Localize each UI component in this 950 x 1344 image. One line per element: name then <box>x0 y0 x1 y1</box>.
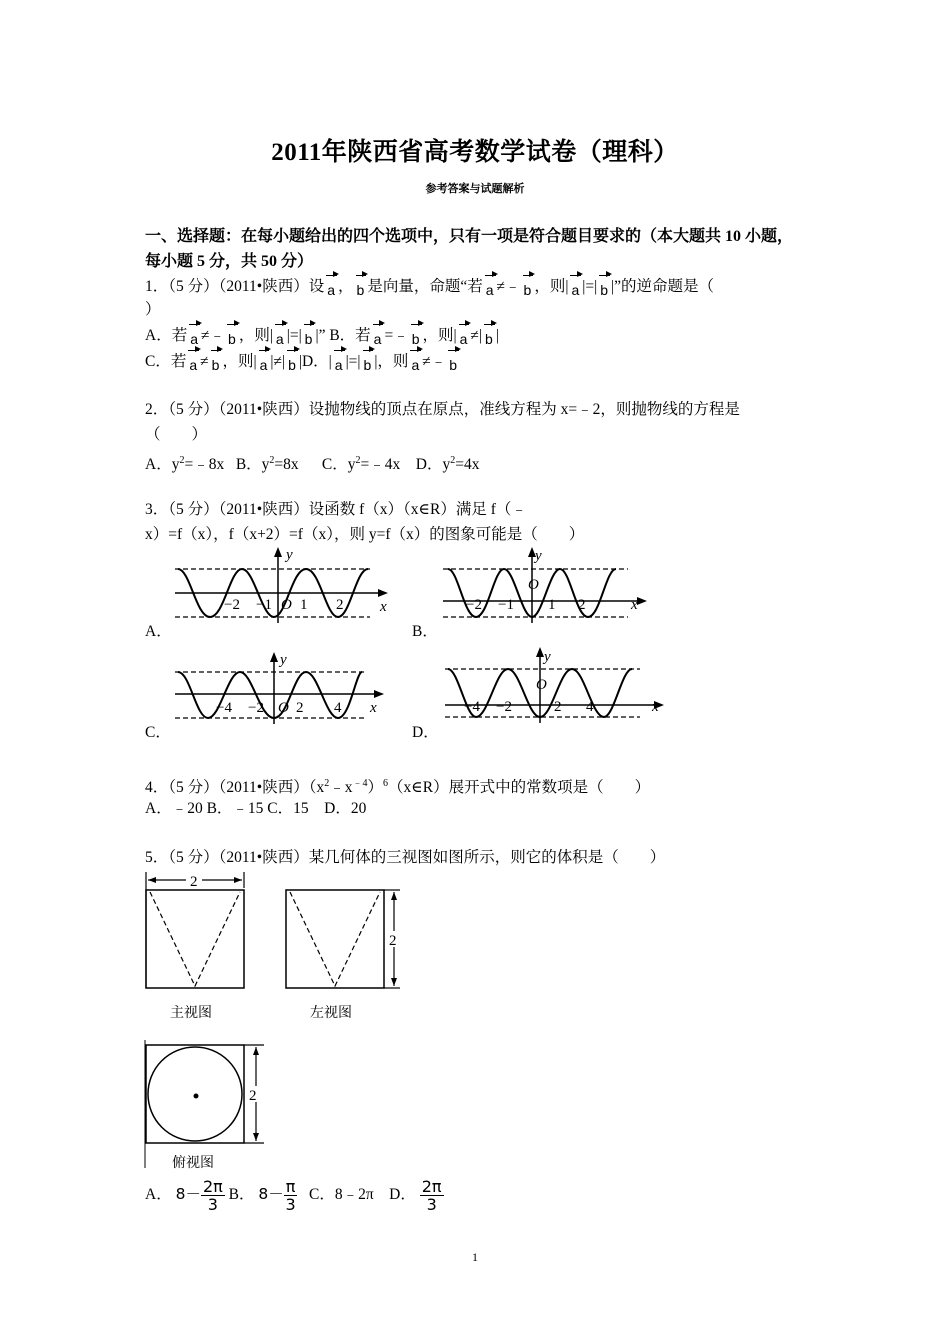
option-a-expr: 8－ <box>175 1185 201 1203</box>
option-d-fraction <box>420 1178 444 1213</box>
q1-stem <box>145 275 714 298</box>
q3-stem-line1: 3．（5 分）（2011•陕西）设函数 f（x）（x∈R）满足 f（﹣ <box>145 501 527 518</box>
vector-b <box>483 324 495 347</box>
tick-label: −2 <box>224 597 240 613</box>
superscript: ﹣4 <box>352 778 368 789</box>
option-b-label: B． <box>228 1186 255 1203</box>
graph-c <box>170 650 395 725</box>
option-d-rest: =4x <box>455 456 480 474</box>
dim-arrow <box>148 877 156 883</box>
q1-text: ，则| <box>534 278 569 295</box>
denominator: 3 <box>285 1194 296 1214</box>
option-d-label: D．| <box>301 353 332 370</box>
option-d: D．y <box>415 456 451 474</box>
vector-b <box>598 275 610 298</box>
q1-text: ， <box>338 278 354 295</box>
vector-letter: b <box>356 282 365 298</box>
x-axis-arrow <box>637 597 647 605</box>
graph-d <box>440 645 670 725</box>
vector-letter: b <box>411 331 420 347</box>
vector-b <box>355 275 367 298</box>
vector-b <box>522 275 534 298</box>
q1-text: |=| <box>582 278 598 295</box>
tick-label: −2 <box>496 699 512 715</box>
x-axis-arrow <box>374 690 384 698</box>
option-text: ，则| <box>222 353 257 370</box>
q1-text: 是向量，命题“若 <box>367 278 483 295</box>
q3-stem-line2: x）=f（x），f（x+2）=f（x），则 y=f（x）的图象可能是（ ） <box>145 526 585 543</box>
option-text: ≠ <box>200 353 209 370</box>
graph-a <box>170 545 395 625</box>
y-axis-arrow <box>270 652 278 662</box>
q4-text: 4．（5 分）（2011•陕西）（x <box>145 779 325 797</box>
vector-letter: a <box>334 357 343 373</box>
vector-letter: a <box>275 331 284 347</box>
origin-label: O <box>536 677 547 693</box>
vector-letter: b <box>363 357 372 373</box>
option-text: =﹣ <box>384 327 409 344</box>
vector-b <box>226 324 238 347</box>
vector-letter: a <box>259 357 268 373</box>
q4-text: ） <box>367 779 384 797</box>
q1-options-cd <box>145 350 460 373</box>
vector-letter: a <box>190 331 198 347</box>
vector-letter: b <box>304 331 313 347</box>
tick-label: −1 <box>498 597 514 613</box>
tick-label: 2 <box>336 597 344 613</box>
q3-option-a-label: A． <box>145 623 172 640</box>
top-view-label: 俯视图 <box>172 1155 214 1171</box>
q5-stem: 5．（5 分）（2011•陕西）某几何体的三视图如图所示，则它的体积是（ ） <box>145 849 666 866</box>
y-label: y <box>535 548 542 564</box>
origin-label: O <box>278 700 289 716</box>
option-text: |≠| <box>270 353 286 370</box>
x-label: x <box>380 599 387 615</box>
superscript: 2 <box>324 778 330 789</box>
vector-a <box>409 350 421 373</box>
option-text: |” <box>315 327 326 344</box>
q3-option-c-label: C． <box>145 724 171 741</box>
section-heading-line2: 每小题 5 分，共 50 分） <box>145 253 314 270</box>
option-text: | <box>298 353 302 370</box>
q1-paren-close: ） <box>145 301 161 318</box>
page-title: 2011年陕西省高考数学试卷（理科） <box>271 139 679 166</box>
hidden-cone-edges <box>290 892 380 986</box>
tick-label: 2 <box>296 700 304 716</box>
numerator: 2π <box>421 1176 442 1196</box>
tick-label: 4 <box>586 699 594 715</box>
option-a-fraction <box>201 1178 225 1213</box>
vector-b <box>286 350 298 373</box>
origin-label: O <box>281 597 292 613</box>
tick-label: 1 <box>548 597 556 613</box>
option-text: |，则 <box>374 353 409 370</box>
option-text: ≠﹣ <box>201 327 226 344</box>
top-view <box>140 1040 270 1170</box>
front-square <box>146 890 244 988</box>
vector-letter: b <box>449 357 458 373</box>
vector-a <box>372 324 384 347</box>
vector-letter: a <box>189 357 198 373</box>
q2-stem: 2．（5 分）（2011•陕西）设抛物线的顶点在原点，准线方程为 x=﹣2，则抛物线的方程是 <box>145 401 740 418</box>
option-text: ≠| <box>470 327 483 344</box>
hidden-cone-edges <box>150 892 240 986</box>
x-label: x <box>370 700 377 716</box>
x-label: x <box>631 597 638 613</box>
vector-letter: b <box>600 282 608 298</box>
superscript: 2 <box>355 455 361 466</box>
q4-stem <box>145 773 650 799</box>
y-label: y <box>286 547 293 563</box>
tick-label: −4 <box>216 700 232 716</box>
center-dot <box>194 1094 199 1099</box>
origin-label: O <box>528 577 539 593</box>
vector-b <box>362 350 374 373</box>
tick-label: 1 <box>300 597 308 613</box>
vector-letter: b <box>523 282 532 298</box>
dim-arrow <box>253 1133 259 1141</box>
side-view <box>280 885 405 995</box>
page-subtitle: 参考答案与试题解析 <box>425 183 525 195</box>
tick-label: −2 <box>466 597 482 613</box>
vector-b <box>210 350 222 373</box>
graph-b <box>438 545 653 625</box>
vector-letter: b <box>228 331 236 347</box>
y-axis-arrow <box>536 647 544 657</box>
q3-option-d-label: D． <box>412 724 439 741</box>
option-text: ≠﹣ <box>422 353 447 370</box>
q1-text: ≠﹣ <box>496 278 521 295</box>
dim-arrow <box>391 978 397 986</box>
option-b-fraction <box>284 1178 298 1213</box>
front-view-label: 主视图 <box>170 1005 212 1021</box>
numerator: π <box>285 1176 296 1196</box>
tick-label: 4 <box>334 700 342 716</box>
option-b-label: B．若 <box>329 327 371 344</box>
vector-a <box>458 324 470 347</box>
dim-arrow <box>391 892 397 900</box>
vector-a <box>569 275 581 298</box>
q1-options-ab <box>145 324 499 347</box>
vector-a <box>258 350 270 373</box>
vector-letter: b <box>485 331 493 347</box>
superscript: 2 <box>179 455 185 466</box>
option-a: A．y <box>145 456 180 474</box>
vector-letter: a <box>327 282 336 298</box>
tick-label: −4 <box>464 699 480 715</box>
option-c-label: C．若 <box>145 353 187 370</box>
option-b-expr: 8－ <box>258 1185 284 1203</box>
y-label: y <box>544 649 551 665</box>
vector-b <box>410 324 422 347</box>
q1-text: 1．（5 分）（2011•陕西）设 <box>145 278 325 295</box>
dim-arrow <box>234 877 242 883</box>
option-text: | <box>495 327 499 344</box>
option-d-label: D． <box>389 1186 416 1203</box>
y-label: y <box>280 652 287 668</box>
q4-options: A．﹣20 B．﹣15 C．15 D．20 <box>145 800 367 817</box>
q2-paren: （ ） <box>145 426 208 443</box>
vector-a <box>274 324 286 347</box>
option-text: ，则| <box>238 327 273 344</box>
vector-a <box>325 275 337 298</box>
tick-label: 2 <box>554 699 562 715</box>
option-c-rest: =﹣4x <box>360 456 401 474</box>
vector-letter: b <box>288 357 296 373</box>
vector-a <box>484 275 496 298</box>
vector-a <box>333 350 345 373</box>
front-view <box>140 870 255 995</box>
y-axis-arrow <box>274 547 282 557</box>
page-number: 1 <box>472 1250 478 1264</box>
vector-b <box>303 324 315 347</box>
tick-label: −1 <box>256 597 272 613</box>
tick-label: 2 <box>578 597 586 613</box>
superscript: 2 <box>450 455 456 466</box>
denominator: 3 <box>426 1194 437 1214</box>
option-b: B．y <box>235 456 270 474</box>
q1-text: |”的逆命题是（ <box>611 278 714 295</box>
dimension-label: 2 <box>389 933 397 949</box>
option-text: ，则| <box>422 327 457 344</box>
option-text: |=| <box>345 353 361 370</box>
option-c: C．8﹣2π <box>309 1186 374 1203</box>
q2-options <box>145 450 479 476</box>
q5-options <box>145 1176 444 1213</box>
q4-text: ﹣x <box>329 779 353 797</box>
dimension-label: 2 <box>249 1088 257 1104</box>
option-c: C．y <box>321 456 356 474</box>
vector-letter: a <box>485 282 494 298</box>
x-label: x <box>652 699 659 715</box>
q3-option-b-label: B． <box>412 623 438 640</box>
numerator: 2π <box>202 1176 223 1196</box>
option-text: |=| <box>286 327 302 344</box>
denominator: 3 <box>207 1194 218 1214</box>
dim-arrow <box>253 1047 259 1055</box>
side-square <box>286 890 384 988</box>
option-a-rest: =﹣8x <box>184 456 225 474</box>
option-b-rest: =8x <box>274 456 299 474</box>
q4-text: （x∈R）展开式中的常数项是（ ） <box>388 779 651 797</box>
option-a-label: A． <box>145 1186 172 1203</box>
vector-letter: a <box>571 282 580 298</box>
option-a-label: A．若 <box>145 327 188 344</box>
dimension-label: 2 <box>190 874 198 890</box>
vector-letter: b <box>211 357 220 373</box>
superscript: 2 <box>269 455 275 466</box>
x-axis-arrow <box>378 589 388 597</box>
vector-b <box>447 350 459 373</box>
section-heading-line1: 一、选择题：在每小题给出的四个选项中，只有一项是符合题目要求的（本大题共 10 小题， <box>145 228 794 245</box>
vector-letter: a <box>411 357 420 373</box>
vector-letter: a <box>459 331 468 347</box>
vector-a <box>188 324 200 347</box>
side-view-label: 左视图 <box>310 1005 352 1021</box>
superscript: 6 <box>383 778 389 789</box>
vector-letter: a <box>373 331 382 347</box>
vector-a <box>187 350 199 373</box>
tick-label: −2 <box>248 700 264 716</box>
